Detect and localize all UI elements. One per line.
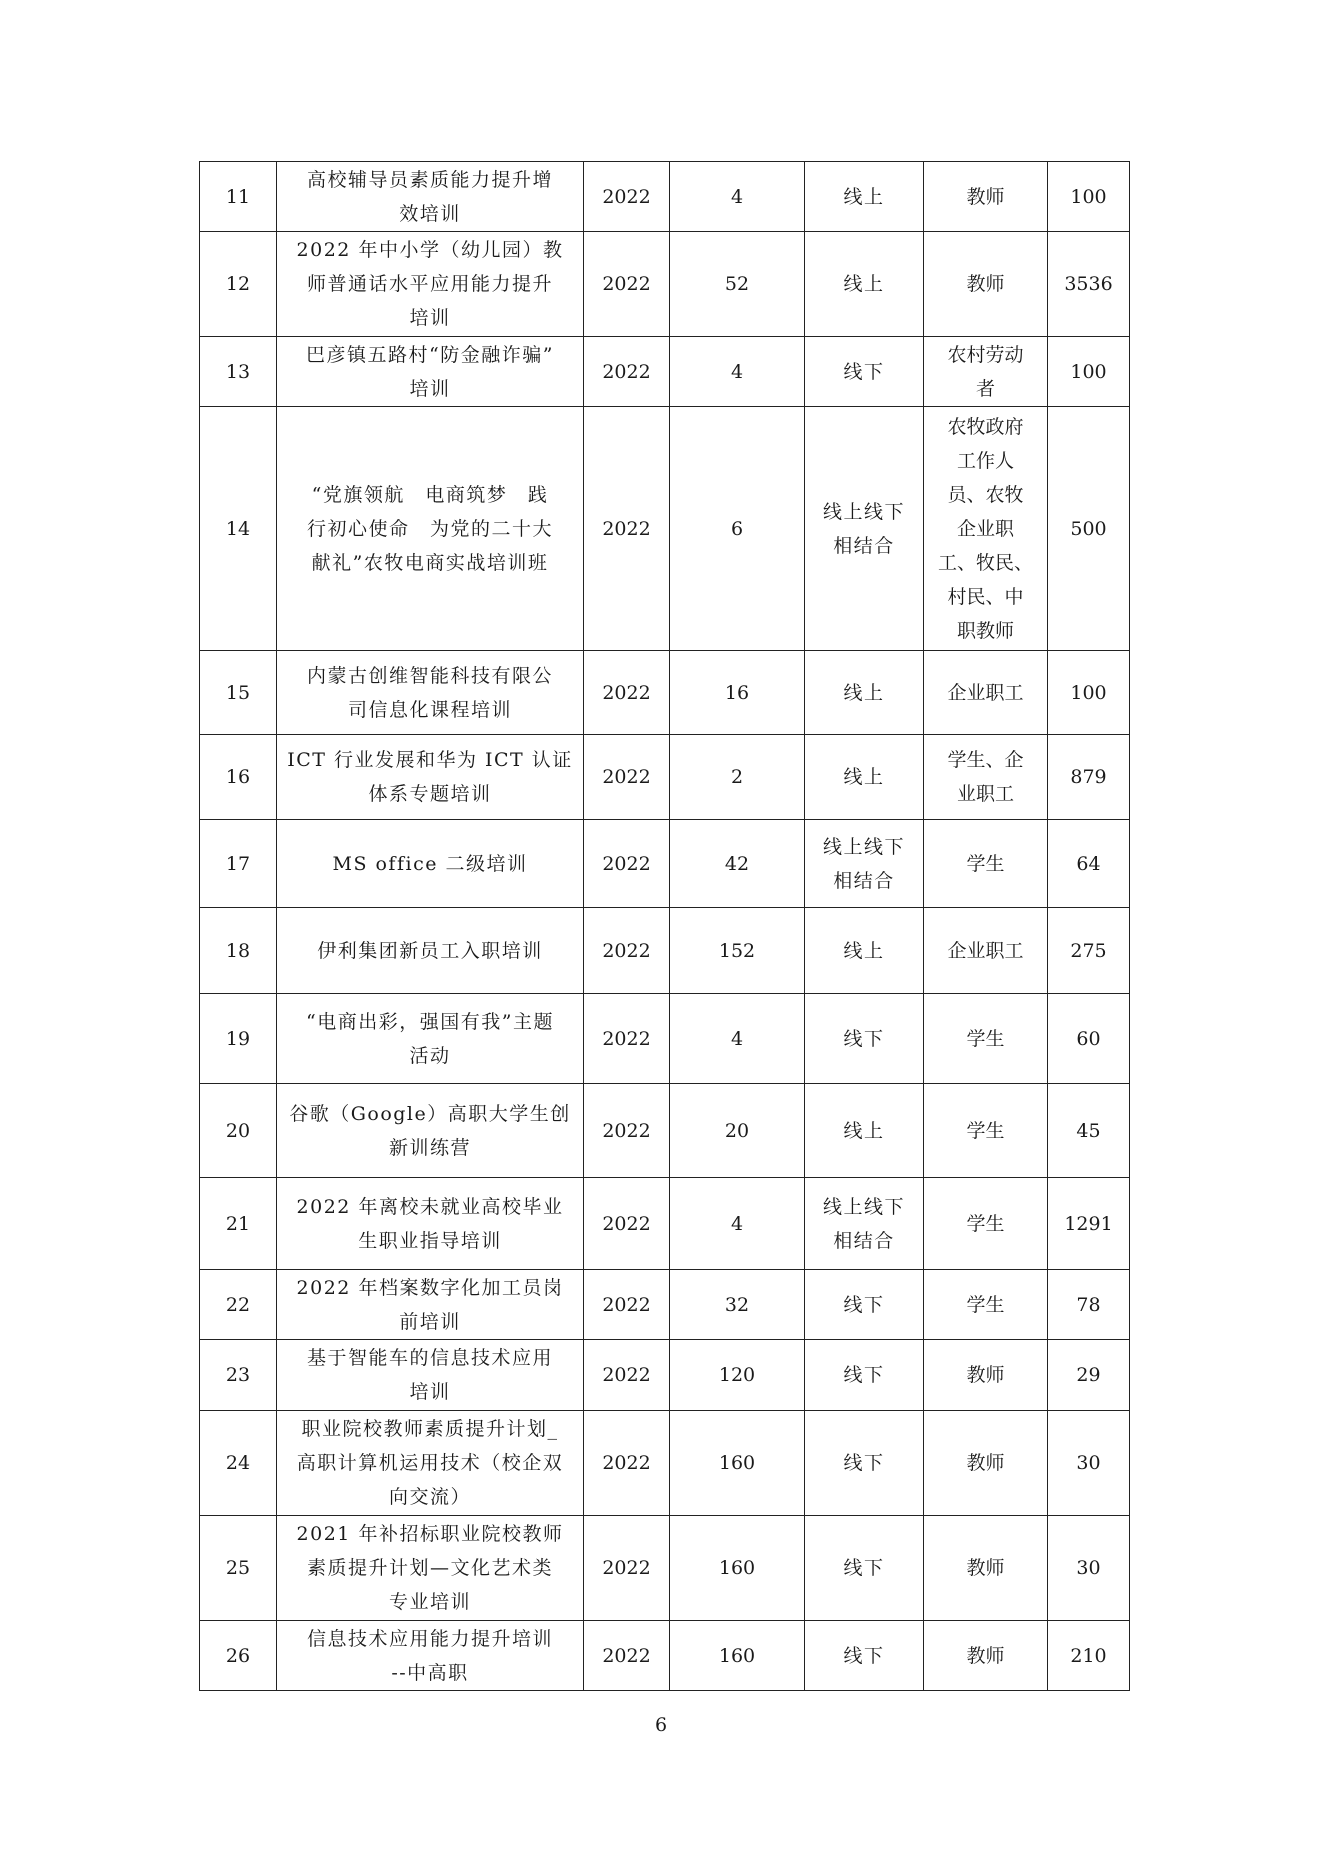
row-number-cell <box>200 1178 277 1270</box>
training-name-text: 基于智能车的信息技术应用 培训 <box>306 1347 553 1403</box>
row-number-text: 20 <box>225 1119 251 1142</box>
table-row <box>200 232 1130 337</box>
participants-cell <box>1048 1340 1130 1411</box>
audience-cell <box>924 1411 1048 1516</box>
training-name-text: “党旗领航 电商筑梦 践 行初心使命 为党的二十大 献礼”农牧电商实战培训班 <box>306 483 553 574</box>
participants-text: 500 <box>1070 517 1107 540</box>
hours-text: 160 <box>718 1644 756 1667</box>
audience-cell <box>924 1270 1048 1340</box>
participants-text: 60 <box>1076 1027 1101 1050</box>
hours-cell <box>670 820 805 908</box>
table-row <box>200 820 1130 908</box>
hours-cell <box>670 651 805 735</box>
row-number-text: 21 <box>225 1212 251 1235</box>
row-number-text: 16 <box>225 766 251 788</box>
training-name-cell <box>277 994 584 1084</box>
year-cell <box>584 994 670 1084</box>
training-name-text: 巴彦镇五路村“防金融诈骗” 培训 <box>306 343 554 400</box>
training-name-cell <box>277 735 584 820</box>
participants-cell <box>1048 232 1130 337</box>
mode-text: 线下 <box>843 1027 885 1050</box>
hours-cell <box>670 1516 805 1621</box>
mode-cell <box>805 820 924 908</box>
table-row <box>200 1270 1130 1340</box>
audience-text: 教师 <box>966 185 1005 208</box>
participants-text: 30 <box>1076 1452 1101 1474</box>
row-number-text: 12 <box>225 273 251 295</box>
participants-cell <box>1048 1178 1130 1270</box>
training-name-cell <box>277 1621 584 1691</box>
mode-text: 线下 <box>843 1293 885 1316</box>
year-text: 2022 <box>602 766 651 788</box>
row-number-cell <box>200 1340 277 1411</box>
year-cell <box>584 1084 670 1178</box>
row-number-text: 11 <box>225 185 251 208</box>
audience-cell <box>924 735 1048 820</box>
row-number-text: 17 <box>225 852 251 875</box>
year-cell <box>584 1516 670 1621</box>
training-name-cell <box>277 337 584 407</box>
table-row <box>200 908 1130 994</box>
table-row <box>200 651 1130 735</box>
row-number-text: 19 <box>225 1027 251 1050</box>
training-table-body <box>200 162 1130 1691</box>
year-text: 2022 <box>602 852 651 875</box>
participants-cell <box>1048 994 1130 1084</box>
participants-cell <box>1048 1411 1130 1516</box>
audience-text: 农村劳动 者 <box>947 343 1024 400</box>
audience-text: 农牧政府 工作人 员、农牧 企业职 工、牧民、 村民、中 职教师 <box>937 415 1033 642</box>
table-row <box>200 1084 1130 1178</box>
year-cell <box>584 1340 670 1411</box>
table-row <box>200 1411 1130 1516</box>
year-text: 2022 <box>602 1119 651 1142</box>
hours-text: 160 <box>718 1557 756 1579</box>
training-name-text: ICT 行业发展和华为 ICT 认证 体系专题培训 <box>287 749 573 805</box>
table-row <box>200 1516 1130 1621</box>
year-text: 2022 <box>602 939 651 962</box>
row-number-cell <box>200 994 277 1084</box>
training-name-cell <box>277 651 584 735</box>
mode-cell <box>805 651 924 735</box>
training-name-cell <box>277 1411 584 1516</box>
year-text: 2022 <box>602 681 651 704</box>
mode-text: 线下 <box>843 1557 885 1579</box>
mode-text: 线下 <box>843 1364 885 1386</box>
participants-cell <box>1048 162 1130 232</box>
table-row <box>200 1178 1130 1270</box>
audience-cell <box>924 162 1048 232</box>
participants-text: 45 <box>1076 1119 1101 1142</box>
year-text: 2022 <box>602 185 651 208</box>
hours-cell <box>670 1084 805 1178</box>
row-number-text: 24 <box>225 1452 251 1474</box>
row-number-text: 26 <box>225 1644 251 1667</box>
mode-text: 线上 <box>843 185 885 208</box>
mode-cell <box>805 735 924 820</box>
hours-text: 4 <box>730 1212 744 1235</box>
audience-text: 企业职工 <box>947 681 1024 704</box>
audience-text: 学生 <box>966 1293 1005 1316</box>
audience-cell <box>924 651 1048 735</box>
training-name-cell <box>277 1516 584 1621</box>
mode-text: 线上 <box>843 1119 885 1142</box>
audience-cell <box>924 908 1048 994</box>
year-cell <box>584 1270 670 1340</box>
mode-cell <box>805 407 924 651</box>
row-number-text: 25 <box>225 1557 251 1579</box>
row-number-cell <box>200 1270 277 1340</box>
hours-text: 16 <box>724 681 750 704</box>
year-text: 2022 <box>602 1212 651 1235</box>
audience-text: 教师 <box>966 1644 1005 1667</box>
audience-cell <box>924 1340 1048 1411</box>
table-row <box>200 994 1130 1084</box>
participants-text: 100 <box>1070 185 1107 208</box>
year-cell <box>584 1411 670 1516</box>
training-name-text: 高校辅导员素质能力提升增 效培训 <box>306 168 553 225</box>
hours-text: 152 <box>718 939 756 962</box>
participants-cell <box>1048 908 1130 994</box>
mode-cell <box>805 1084 924 1178</box>
audience-text: 教师 <box>966 1452 1005 1474</box>
row-number-cell <box>200 162 277 232</box>
year-cell <box>584 1178 670 1270</box>
audience-text: 学生、企 业职工 <box>947 749 1024 805</box>
row-number-cell <box>200 1516 277 1621</box>
row-number-cell <box>200 820 277 908</box>
year-cell <box>584 1621 670 1691</box>
hours-cell <box>670 735 805 820</box>
training-name-text: 2022 年档案数字化加工员岗 前培训 <box>296 1276 564 1333</box>
year-text: 2022 <box>602 517 651 540</box>
participants-text: 29 <box>1076 1364 1101 1386</box>
row-number-text: 15 <box>225 681 251 704</box>
mode-cell <box>805 1178 924 1270</box>
year-cell <box>584 735 670 820</box>
year-cell <box>584 337 670 407</box>
row-number-text: 23 <box>225 1364 251 1386</box>
year-cell <box>584 232 670 337</box>
year-text: 2022 <box>602 1293 651 1316</box>
row-number-text: 22 <box>225 1293 251 1316</box>
participants-cell <box>1048 337 1130 407</box>
training-name-text: 职业院校教师素质提升计划_ 高职计算机运用技术（校企双 向交流） <box>296 1418 564 1508</box>
hours-cell <box>670 407 805 651</box>
participants-text: 100 <box>1070 360 1107 383</box>
row-number-cell <box>200 1621 277 1691</box>
participants-text: 3536 <box>1064 273 1113 295</box>
hours-cell <box>670 1411 805 1516</box>
training-name-cell <box>277 820 584 908</box>
mode-text: 线上 <box>843 273 885 295</box>
year-cell <box>584 908 670 994</box>
participants-cell <box>1048 407 1130 651</box>
hours-cell <box>670 337 805 407</box>
training-name-cell <box>277 1084 584 1178</box>
training-name-text: 内蒙古创维智能科技有限公 司信息化课程培训 <box>306 664 553 721</box>
mode-text: 线上线下 相结合 <box>822 500 905 557</box>
audience-cell <box>924 994 1048 1084</box>
hours-cell <box>670 162 805 232</box>
training-name-text: 信息技术应用能力提升培训 --中高职 <box>306 1627 553 1684</box>
participants-text: 30 <box>1076 1557 1101 1579</box>
hours-cell <box>670 1621 805 1691</box>
audience-cell <box>924 407 1048 651</box>
training-name-text: 2022 年中小学（幼儿园）教 师普通话水平应用能力提升 培训 <box>296 239 564 329</box>
hours-cell <box>670 232 805 337</box>
table-row <box>200 407 1130 651</box>
row-number-cell <box>200 337 277 407</box>
training-name-cell <box>277 232 584 337</box>
mode-cell <box>805 337 924 407</box>
year-text: 2022 <box>602 1557 651 1579</box>
mode-cell <box>805 1411 924 1516</box>
hours-text: 4 <box>730 185 744 208</box>
year-text: 2022 <box>602 1364 651 1386</box>
participants-cell <box>1048 1084 1130 1178</box>
audience-cell <box>924 1084 1048 1178</box>
audience-cell <box>924 232 1048 337</box>
hours-cell <box>670 994 805 1084</box>
audience-text: 教师 <box>966 273 1005 295</box>
row-number-cell <box>200 1411 277 1516</box>
table-row <box>200 735 1130 820</box>
hours-cell <box>670 1340 805 1411</box>
hours-cell <box>670 1270 805 1340</box>
participants-text: 78 <box>1076 1293 1101 1316</box>
hours-text: 52 <box>724 273 750 295</box>
training-name-cell <box>277 1178 584 1270</box>
audience-cell <box>924 820 1048 908</box>
participants-cell <box>1048 651 1130 735</box>
hours-text: 120 <box>718 1364 756 1386</box>
mode-cell <box>805 994 924 1084</box>
year-cell <box>584 407 670 651</box>
audience-text: 教师 <box>966 1557 1005 1579</box>
audience-text: 教师 <box>966 1364 1005 1386</box>
row-number-cell <box>200 735 277 820</box>
training-name-text: 2021 年补招标职业院校教师 素质提升计划—文化艺术类 专业培训 <box>296 1523 564 1613</box>
table-row <box>200 1621 1130 1691</box>
training-name-text: 谷歌（Google）高职大学生创 新训练营 <box>289 1102 571 1159</box>
hours-text: 4 <box>730 360 744 383</box>
audience-cell <box>924 337 1048 407</box>
mode-cell <box>805 1340 924 1411</box>
participants-cell <box>1048 1621 1130 1691</box>
mode-text: 线下 <box>843 360 885 383</box>
mode-cell <box>805 1621 924 1691</box>
year-text: 2022 <box>602 273 651 295</box>
participants-text: 275 <box>1070 939 1107 962</box>
participants-text: 64 <box>1076 852 1101 875</box>
training-name-text: 2022 年离校未就业高校毕业 生职业指导培训 <box>296 1195 564 1252</box>
participants-text: 1291 <box>1064 1212 1113 1235</box>
training-name-cell <box>277 908 584 994</box>
hours-text: 32 <box>724 1293 750 1316</box>
audience-text: 企业职工 <box>947 939 1024 962</box>
row-number-cell <box>200 1084 277 1178</box>
audience-text: 学生 <box>966 852 1005 875</box>
training-name-text: “电商出彩，强国有我”主题 活动 <box>306 1010 554 1067</box>
mode-cell <box>805 1270 924 1340</box>
row-number-text: 14 <box>225 517 251 540</box>
row-number-text: 18 <box>225 939 251 962</box>
table-row <box>200 162 1130 232</box>
mode-text: 线上线下 相结合 <box>822 1195 905 1252</box>
mode-text: 线下 <box>843 1644 885 1667</box>
training-table <box>199 161 1130 1691</box>
page-number: 6 <box>654 1714 668 1736</box>
hours-text: 160 <box>718 1452 756 1474</box>
participants-cell <box>1048 1516 1130 1621</box>
hours-text: 6 <box>730 517 744 540</box>
training-name-text: 伊利集团新员工入职培训 <box>317 939 543 962</box>
mode-text: 线下 <box>843 1452 885 1474</box>
audience-cell <box>924 1178 1048 1270</box>
participants-text: 100 <box>1070 681 1107 704</box>
hours-text: 2 <box>730 766 744 788</box>
mode-cell <box>805 1516 924 1621</box>
training-name-cell <box>277 1270 584 1340</box>
year-text: 2022 <box>602 1644 651 1667</box>
year-text: 2022 <box>602 1452 651 1474</box>
row-number-cell <box>200 908 277 994</box>
year-text: 2022 <box>602 1027 651 1050</box>
audience-cell <box>924 1621 1048 1691</box>
table-row <box>200 1340 1130 1411</box>
training-name-cell <box>277 1340 584 1411</box>
year-cell <box>584 820 670 908</box>
mode-text: 线上 <box>843 766 885 788</box>
audience-text: 学生 <box>966 1212 1005 1235</box>
mode-text: 线上线下 相结合 <box>822 835 905 892</box>
mode-cell <box>805 908 924 994</box>
mode-cell <box>805 232 924 337</box>
audience-cell <box>924 1516 1048 1621</box>
row-number-text: 13 <box>225 360 251 383</box>
year-cell <box>584 651 670 735</box>
year-cell <box>584 162 670 232</box>
year-text: 2022 <box>602 360 651 383</box>
training-name-text: MS office 二级培训 <box>332 852 528 875</box>
training-name-cell <box>277 407 584 651</box>
hours-cell <box>670 908 805 994</box>
table-row <box>200 337 1130 407</box>
participants-cell <box>1048 735 1130 820</box>
audience-text: 学生 <box>966 1119 1005 1142</box>
row-number-cell <box>200 407 277 651</box>
participants-text: 879 <box>1070 766 1107 788</box>
hours-text: 42 <box>724 852 750 875</box>
row-number-cell <box>200 232 277 337</box>
row-number-cell <box>200 651 277 735</box>
participants-text: 210 <box>1070 1644 1107 1667</box>
training-name-cell <box>277 162 584 232</box>
mode-cell <box>805 162 924 232</box>
audience-text: 学生 <box>966 1027 1005 1050</box>
mode-text: 线上 <box>843 681 885 704</box>
participants-cell <box>1048 820 1130 908</box>
hours-text: 20 <box>724 1119 750 1142</box>
participants-cell <box>1048 1270 1130 1340</box>
mode-text: 线上 <box>843 939 885 962</box>
hours-text: 4 <box>730 1027 744 1050</box>
hours-cell <box>670 1178 805 1270</box>
